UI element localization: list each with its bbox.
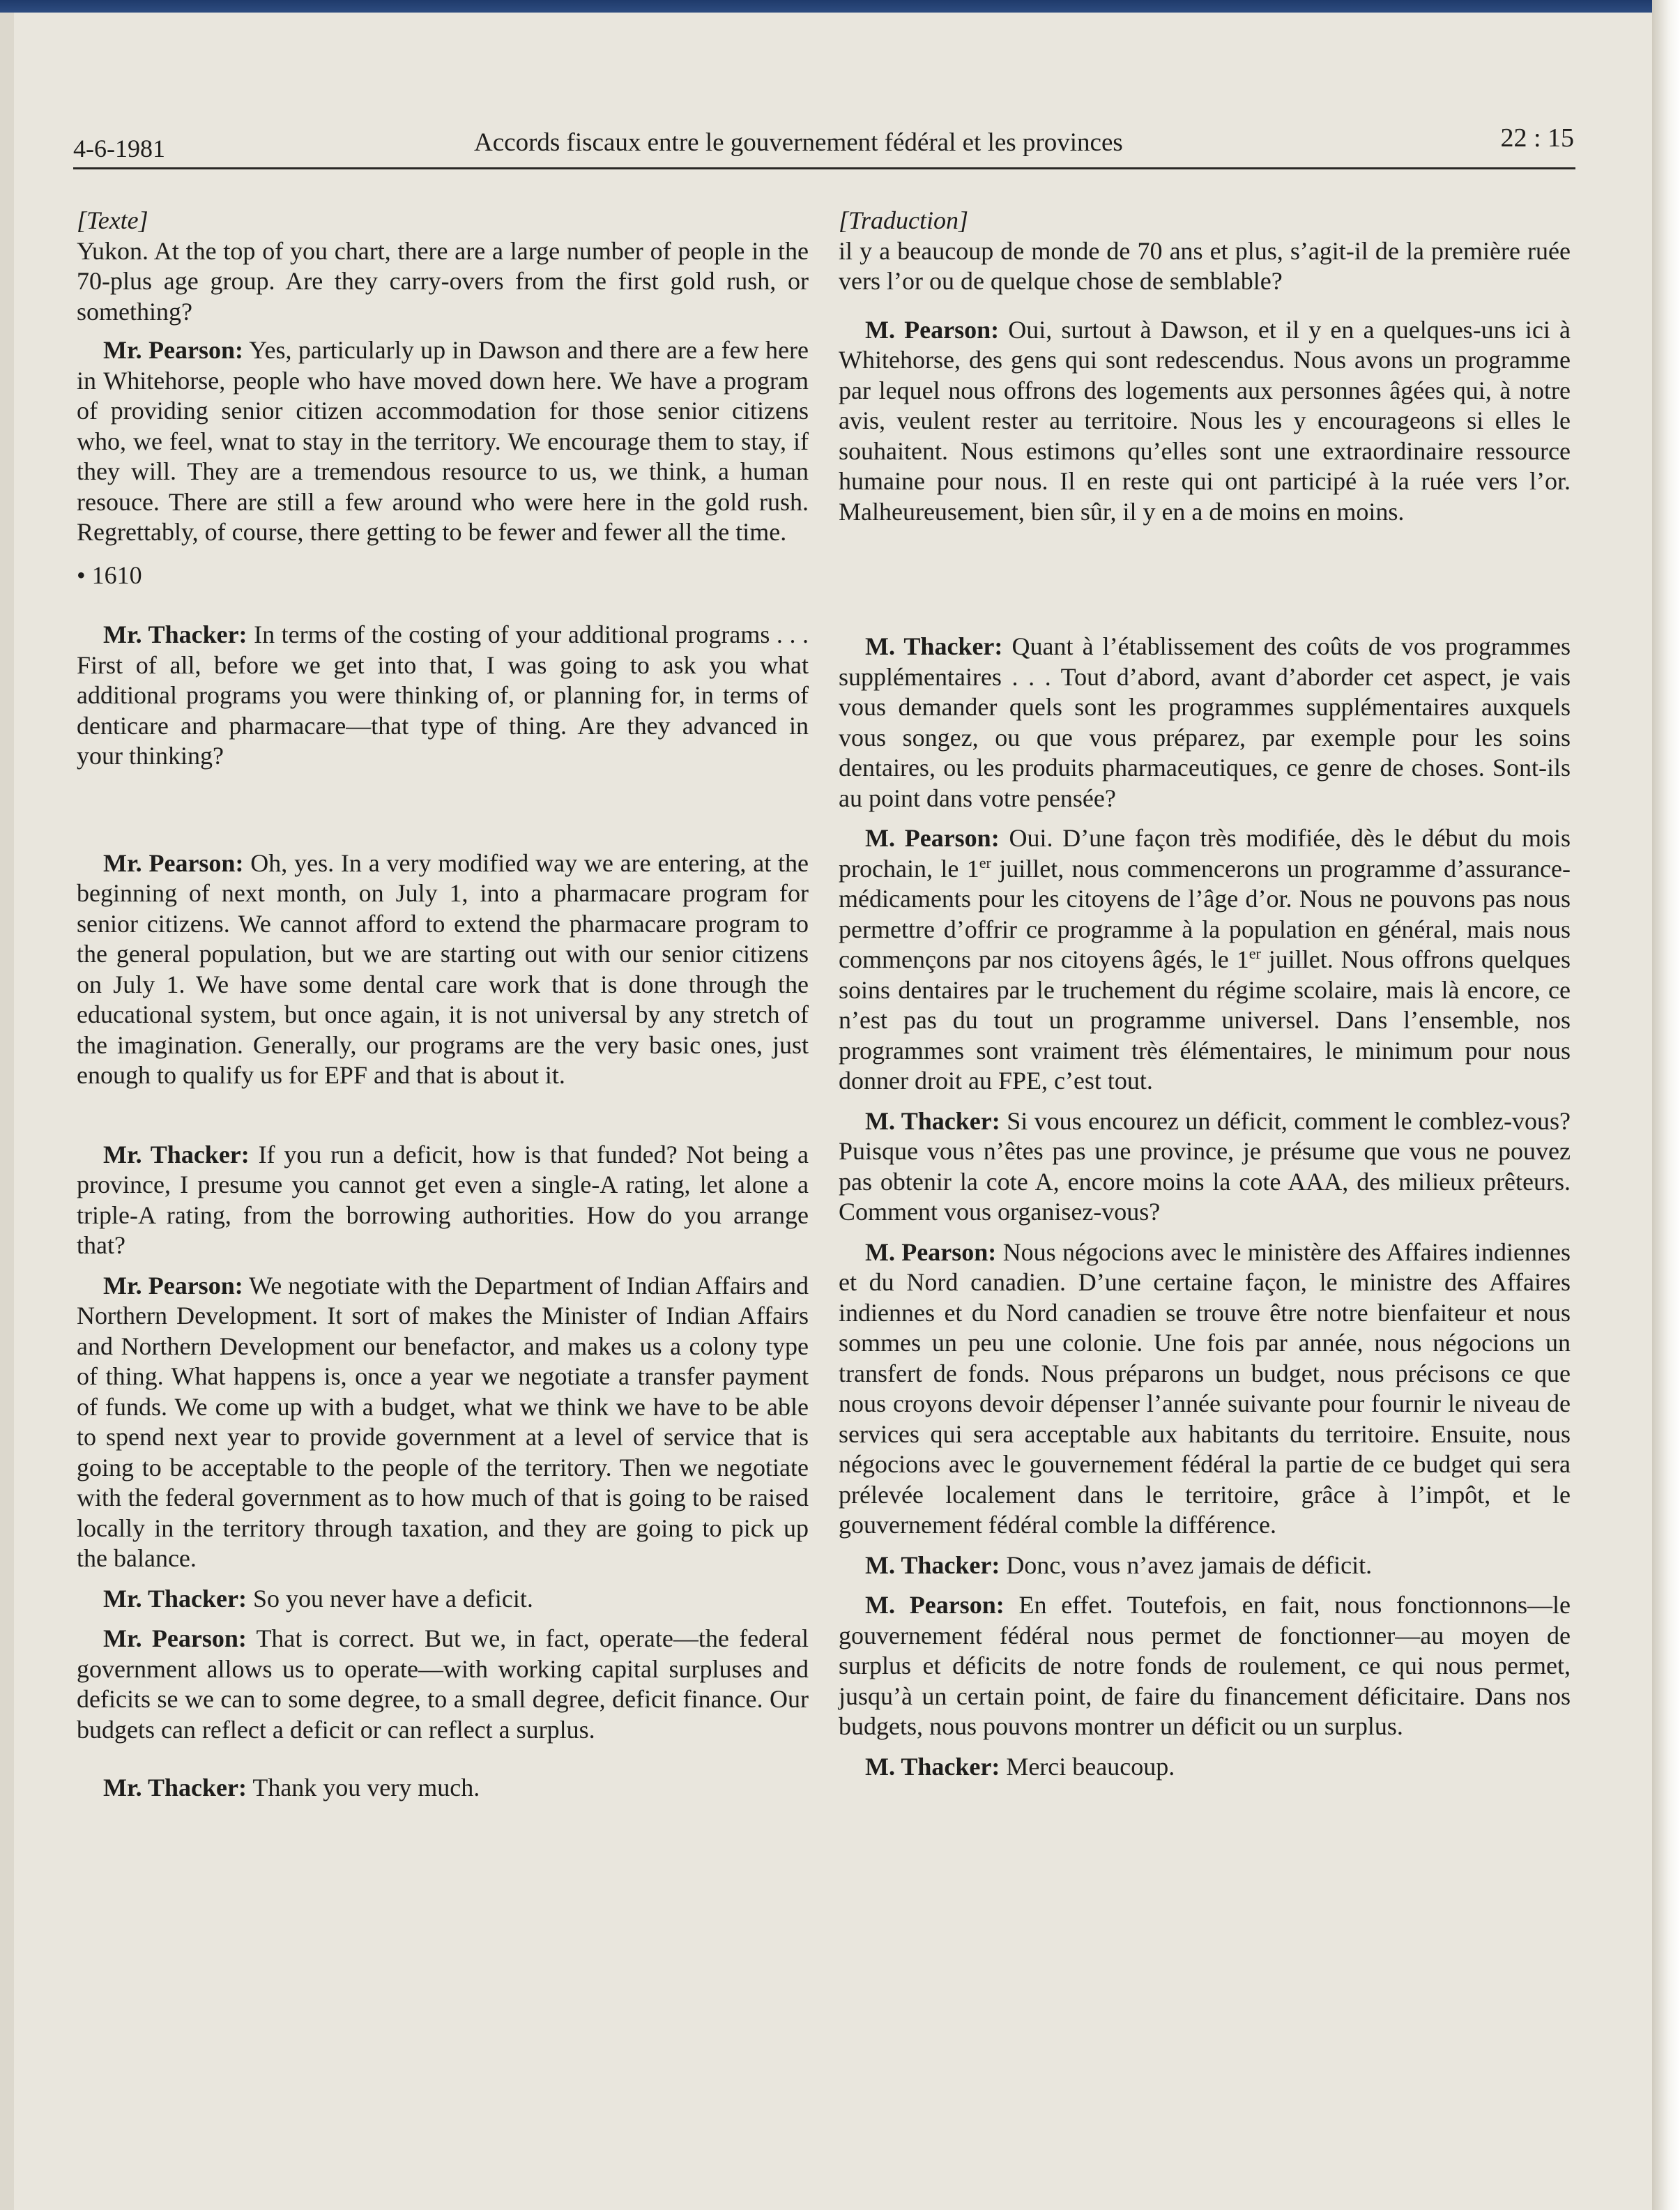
paragraph: [839, 1237, 1571, 1541]
header-date: 4-6-1981: [73, 135, 165, 162]
speech: juillet. Nous offrons quelques soins dentaires par le truchement du régime scolaire, mais là encore, ce n’est pas du tout un programme universel. Dans l’ensemble, nos programmes sont vraiment très élémentaires, le minimum pour nous donner droit au FPE, c’est tout.: [839, 945, 1571, 1095]
french-column: [839, 206, 1571, 1782]
paragraph: [839, 1590, 1571, 1742]
speech: Yes, particularly up in Dawson and there are a few here in Whitehorse, people who have moved down here. We have a program of providing senior citizen accommodation for those senior citizens who, we feel, wnat to stay in the territory. We encourage them to stay, if they will. They are a tremendous resource to us, we think, a human resouce. There are still a few around who were here in the gold rush. Regrettably, of course, there getting to be fewer and fewer all the time.: [77, 336, 809, 546]
speech: We negotiate with the Department of Indian Affairs and Northern Development. It sort of makes the Minister of Indian Affairs and Northern Development our benefactor, and makes us a colony type of thing. What happens is, once a year we negotiate a transfer payment of funds. We come up with a budget, what we think we have to be able to spend next year to provide government at a level of service that is going to be acceptable to the people of the territory. Then we negotiate with the federal government as to how much of that is going to be raised locally in the territory through taxation, and they are going to pick up the balance.: [77, 1271, 809, 1572]
paragraph: [77, 848, 809, 1091]
speaker: Mr. Thacker:: [103, 1140, 250, 1168]
paragraph: [839, 632, 1571, 814]
paragraph: [77, 1584, 809, 1615]
speech: Thank you very much.: [246, 1774, 480, 1801]
paragraph: [839, 823, 1571, 1097]
speaker: Mr. Thacker:: [103, 620, 247, 648]
paragraph: [839, 1106, 1571, 1228]
speech: Oui. D’une façon très modifiée, dès le début du mois prochain, le 1: [839, 824, 1571, 883]
speech: juillet, nous commencerons un programme d’assurance-médicaments pour les citoyens de l’âge d’or. Nous ne pouvons pas nous permettre d’offrir ce programme à la population en général, mais nous commençons par nos citoyens âgés, le 1: [839, 854, 1571, 973]
speech: Nous négocions avec le ministère des Affaires indiennes et du Nord canadien. D’une certaine façon, le ministre des Affaires indiennes et du Nord canadien se trouve être notre bienfaiteur et nous sommes un peu une colonie. Une fois par année, nous négocions un transfert de fonds. Nous préparons un budget, nous précisons ce que nous croyons devoir dépenser l’année suivante pour fournir le niveau de services qui sera acceptable aux habitants du territoire. Ensuite, nous négocions avec le gouvernement fédéral la partie de ce budget qui sera prélevée localement dans le territoire, grâce à l’impôt, et le gouvernement fédéral comble la différence.: [839, 1237, 1571, 1539]
paragraph: il y a beaucoup de monde de 70 ans et plus, s’agit-il de la première ruée vers l’or ou de quelque chose de semblable?: [839, 236, 1571, 295]
speech: Oui, surtout à Dawson, et il y en a quelques-uns ici à Whitehorse, des gens qui sont redescendus. Nous avons un programme par lequel nous offrons des logements aux personnes âgées qui, à notre avis, veulent rester au territoire. Nous les y encourageons si elles le souhaitent. Nous estimons qu’elles sont une extraordinaire ressource humaine pour nous. Il en reste qui ont participé à la ruée vers l’or. Malheureusement, bien sûr, il y en a de moins en moins.: [839, 315, 1571, 526]
speech: En effet. Toutefois, en fait, nous fonctionnons—le gouvernement fédéral nous permet de fonctionner—au moyen de surplus et déficits de notre fonds de roulement, ce qui nous permet, jusqu’à un certain point, de faire du financement déficitaire. Dans nos budgets, nous pouvons montrer un déficit ou un surplus.: [839, 1591, 1571, 1740]
timestamp: • 1610: [77, 561, 142, 589]
speaker: M. Pearson:: [865, 824, 1000, 852]
section-label: [Texte]: [77, 206, 148, 234]
speech: So you never have a deficit.: [246, 1584, 533, 1613]
english-column: [77, 206, 809, 1804]
paragraph: [77, 1624, 809, 1745]
section-label: [Traduction]: [839, 206, 969, 234]
speaker: M. Pearson:: [865, 1591, 1005, 1619]
speaker: M. Thacker:: [865, 1106, 1000, 1135]
speaker: Mr. Pearson:: [103, 1271, 243, 1300]
speaker: M. Pearson:: [865, 1237, 997, 1266]
speech: Si vous encourez un déficit, comment le comblez-vous? Puisque vous n’êtes pas une province, je présume que vous ne pouvez pas obtenir la cote A, encore moins la cote AAA, des milieux prêteurs. Comment vous organisez-vous?: [839, 1106, 1571, 1226]
speaker: Mr. Thacker:: [103, 1584, 247, 1613]
speech: Oh, yes. In a very modified way we are entering, at the beginning of next month, on July 1, into a pharmacare program for senior citizens. We cannot afford to extend the pharmacare program to the general population, but we are starting out with our senior citizens on July 1. We have some dental care work that is done through the educational system, but once again, it is not universal by any stretch of the imagination. Generally, our programs are the very basic ones, just enough to qualify us for EPF and that is about it.: [77, 848, 809, 1089]
speech: That is correct. But we, in fact, operate—the federal government allows us to operate—with working capital surpluses and deficits se we can to some degree, to a small degree, deficit finance. Our budgets can reflect a deficit or can reflect a surplus.: [77, 1624, 809, 1744]
superscript: er: [1248, 945, 1261, 962]
speaker: Mr. Pearson:: [103, 848, 244, 877]
header-title: Accords fiscaux entre le gouvernement fédéral et les provinces: [474, 128, 1123, 157]
speech: Donc, vous n’avez jamais de déficit.: [1000, 1550, 1373, 1579]
paragraph: [77, 1773, 809, 1804]
speaker: Mr. Pearson:: [103, 1624, 247, 1652]
speaker: Mr. Pearson:: [103, 336, 244, 364]
speaker: M. Thacker:: [865, 1752, 1000, 1781]
speech: Quant à l’établissement des coûts de vos programmes supplémentaires . . . Tout d’abord, avant d’aborder cet aspect, je vais vous demander quels sont les programmes supplémentaires auxquels vous songez, ou que vous préparez, par exemple pour les soins dentaires, ou les produits pharmaceutiques, ce genre de choses. Sont-ils au point dans votre pensée?: [839, 632, 1571, 812]
paragraph: [77, 620, 809, 772]
page-header: [73, 119, 1575, 169]
speech: In terms of the costing of your additional programs . . . First of all, before we get into that, I was going to ask you what additional programs you were thinking of, or planning for, in terms of denticare and pharmacare—that type of thing. Are they advanced in your thinking?: [77, 620, 809, 770]
speech: If you run a deficit, how is that funded? Not being a province, I presume you cannot get even a single-A rating, let alone a triple-A rating, from the borrowing authorities. How do you arrange that?: [77, 1140, 809, 1259]
speaker: M. Thacker:: [865, 632, 1003, 660]
paragraph: [77, 335, 809, 548]
speaker: M. Thacker:: [865, 1550, 1000, 1579]
paragraph: [839, 1550, 1571, 1581]
paragraph: [839, 1752, 1571, 1783]
speaker: Mr. Thacker:: [103, 1774, 247, 1801]
speech: Merci beaucoup.: [1000, 1752, 1175, 1781]
paragraph: [839, 315, 1571, 528]
binding-strip: [0, 0, 1680, 13]
superscript: er: [979, 853, 991, 871]
page-edge: [1652, 0, 1680, 2210]
paragraph: [77, 1271, 809, 1574]
speaker: M. Pearson:: [865, 315, 1000, 344]
header-page-number: 22 : 15: [1500, 123, 1574, 153]
paragraph: [77, 1140, 809, 1261]
paragraph: Yukon. At the top of you chart, there are a large number of people in the 70-plus age group. Are they carry-overs from the first gold rush, or something?: [77, 236, 809, 326]
